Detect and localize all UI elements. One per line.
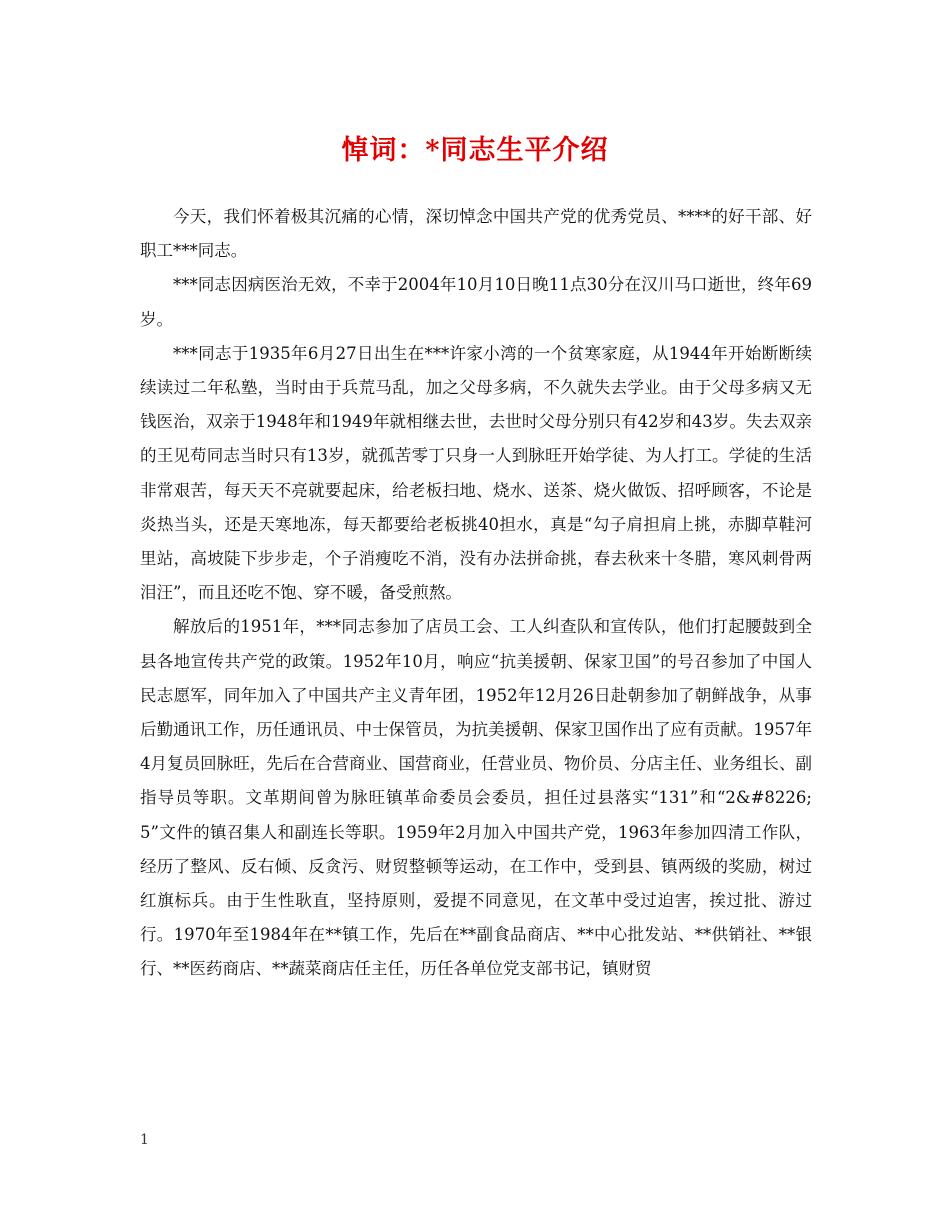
page-number: 1	[140, 1132, 149, 1148]
document-body	[140, 200, 812, 987]
document-title: 悼词：*同志生平介绍	[341, 135, 609, 166]
paragraph-2: ***同志因病医治无效，不幸于2004年10月10日晚11点30分在汉川马口逝世，终年69岁。	[140, 275, 812, 329]
paragraph-4: 解放后的1951年，***同志参加了店员工会、工人纠查队和宣传队，他们打起腰鼓到全县各地宣传共产党的政策。1952年10月，响应“抗美援朝、保家卫国”的号召参加了中国人民志愿军，同年加入了中国共产主义青年团，1952年12月26日赴朝参加了朝鲜战争，从事后勤通讯工作，历任通讯员、中士保管员，为抗美援朝、保家卫国作出了应有贡献。1957年4月复员回脉旺，先后在合营商业、国营商业，任营业员、物价员、分店主任、业务组长、副指导员等职。文革期间曾为脉旺镇革命委员会委员，担任过县落实“131”和“2&#8226;5”文件的镇召集人和副连长等职。1959年2月加入中国共产党，1963年参加四清工作队，经历了整风、反右倾、反贪污、财贸整顿等运动，在工作中，受到县、镇两级的奖励，树过红旗标兵。由于生性耿直，坚持原则，爱提不同意见，在文革中受过迫害，挨过批、游过行。1970年至1984年在**镇工作，先后在**副食品商店、**中心批发站、**供销社、**银行、**医药商店、**蔬菜商店任主任，历任各单位党支部书记，镇财贸	[140, 617, 812, 979]
paragraph-3: ***同志于1935年6月27日出生在***许家小湾的一个贫寒家庭，从1944年开始断断续续读过二年私塾，当时由于兵荒马乱，加之父母多病，不久就失去学业。由于父母多病又无钱医治，双亲于1948年和1949年就相继去世，去世时父母分别只有42岁和43岁。失去双亲的王见苟同志当时只有13岁，就孤苦零丁只身一人到脉旺开始学徒、为人打工。学徒的生活非常艰苦，每天天不亮就要起床，给老板扫地、烧水、送茶、烧火做饭、招呼顾客，不论是炎热当头，还是天寒地冻，每天都要给老板挑40担水，真是“勾子肩担肩上挑，赤脚草鞋河里站，高坡陡下步步走，个子消瘦吃不消，没有办法拼命挑，春去秋来十冬腊，寒风刺骨两泪汪”，而且还吃不饱、穿不暖，备受煎熬。	[140, 343, 812, 603]
paragraph-1: 今天，我们怀着极其沉痛的心情，深切悼念中国共产党的优秀党员、****的好干部、好职工***同志。	[140, 207, 812, 261]
